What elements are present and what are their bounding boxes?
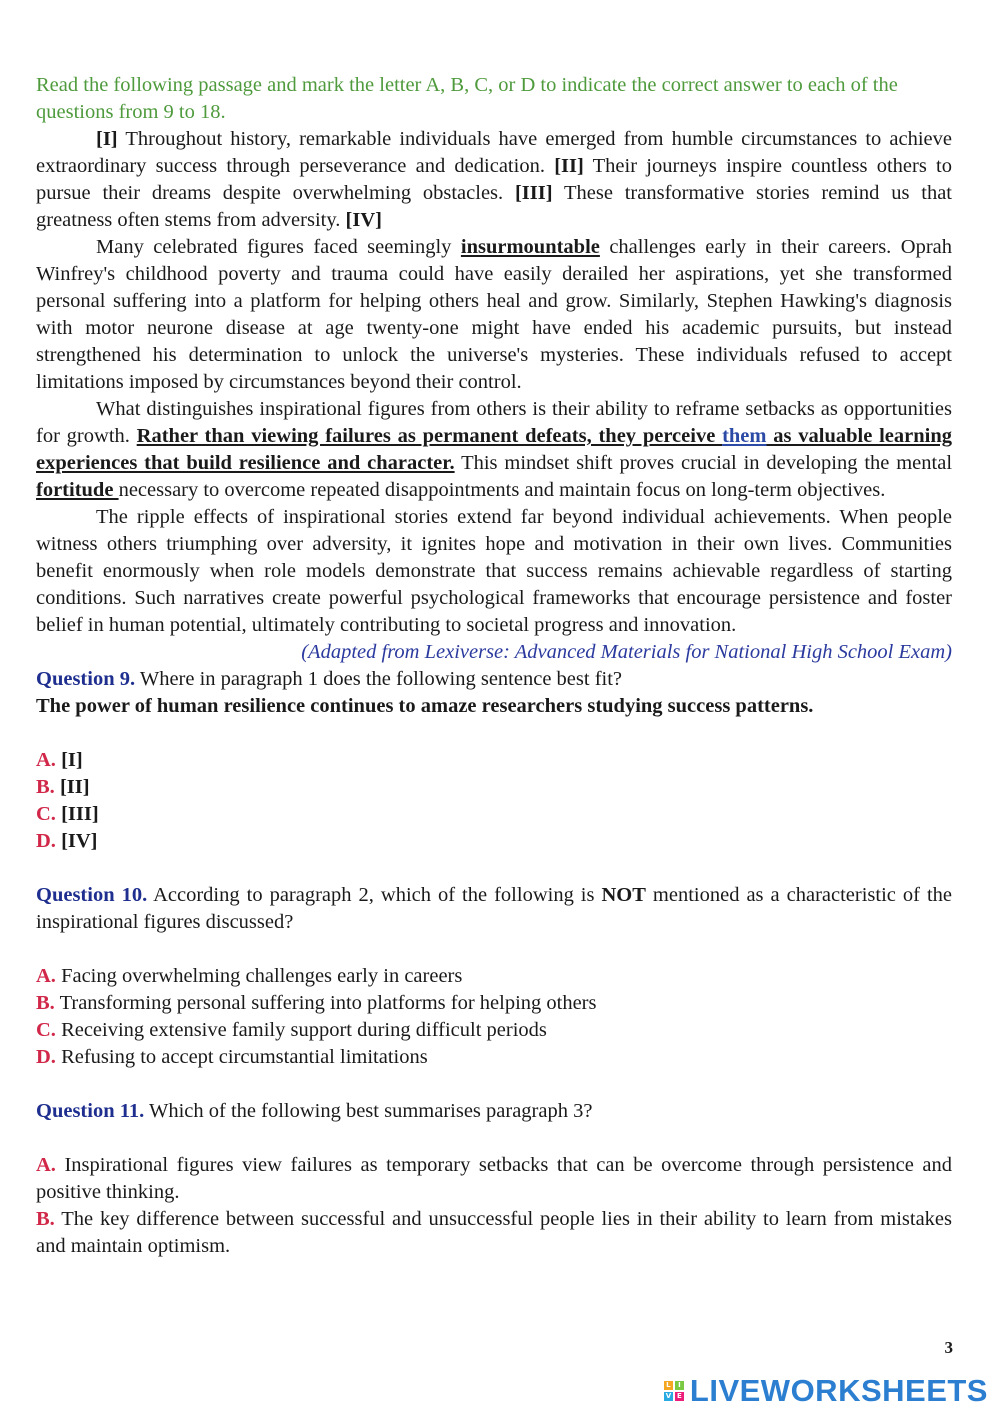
q11-option-a[interactable]: A. Inspirational figures view failures as temporary setbacks that can be overcome through persistence and positive thinking. <box>36 1154 952 1203</box>
question-10: Question 10. According to paragraph 2, which of the following is NOT mentioned as a characteristic of the inspirational figures discussed? <box>36 884 952 933</box>
keyword-insurmountable: insurmountable <box>460 236 600 258</box>
marker-2: [II] <box>554 155 584 177</box>
marker-1: [I] <box>96 128 118 150</box>
p3-text-1: What distinguishes inspirational figures from others is their ability to reframe setbacks as opportunities for growth. <box>36 398 952 447</box>
page-number: 3 <box>944 1338 953 1357</box>
question-11: Question 11. Which of the following best summarises paragraph 3? <box>36 1100 593 1122</box>
p1-text-1: Throughout history, remarkable individuals have emerged from humble circumstances to achieve extraordinary success through perseverance and dedication. <box>36 128 952 177</box>
source-citation: (Adapted from Lexiverse: Advanced Materials for National High School Exam) <box>301 641 952 663</box>
reference-word-them: them <box>722 425 767 447</box>
brand-name: LIVEWORKSHEETS <box>689 1373 988 1408</box>
q10-option-a[interactable]: A. Facing overwhelming challenges early in careers <box>36 965 463 987</box>
p2-text-1: Many celebrated figures faced seemingly <box>96 236 461 258</box>
liveworksheets-brand[interactable] <box>664 1374 988 1408</box>
worksheet-page <box>36 72 952 1260</box>
marker-4: [IV] <box>345 209 382 231</box>
paragraph-4: The ripple effects of inspirational stories extend far beyond individual achievements. When people witness others triumphing over adversity, it ignites hope and motivation in their own lives. Communities benefit enormously when role models demonstrate that success remains achievable regardless of starting conditions. Such narratives create powerful psychological frameworks that encourage persistence and foster belief in human potential, ultimately contributing to societal progress and innovation. <box>36 506 952 636</box>
underlined-sentence-part-1: Rather than viewing failures as permanent defeats, they perceive <box>136 425 723 447</box>
q11-option-b[interactable]: B. The key difference between successful and unsuccessful people lies in their ability to learn from mistakes and maintain optimism. <box>36 1208 952 1257</box>
marker-3: [III] <box>514 182 553 204</box>
instruction: Read the following passage and mark the letter A, B, C, or D to indicate the correct answer to each of the questions from 9 to 18. <box>36 74 898 123</box>
liveworksheets-logo-icon: L I V E <box>664 1381 684 1401</box>
q9-option-c[interactable]: C. [III] <box>36 803 99 825</box>
q10-option-c[interactable]: C. Receiving extensive family support during difficult periods <box>36 1019 547 1041</box>
question-9-text: Where in paragraph 1 does the following sentence best fit? <box>135 668 623 690</box>
p1-text-3: These transformative stories remind us that greatness often stems from adversity. <box>36 182 952 231</box>
p3-text-3: necessary to overcome repeated disappointments and maintain focus on long-term objectives. <box>118 479 886 501</box>
question-9-label: Question 9. <box>36 668 136 690</box>
q10-option-d[interactable]: D. Refusing to accept circumstantial limitations <box>36 1046 428 1068</box>
p1-text-2: Their journeys inspire countless others to pursue their dreams despite overwhelming obstacles. <box>36 155 952 204</box>
q9-option-b[interactable]: B. [II] <box>36 776 90 798</box>
q10-option-b[interactable]: B. Transforming personal suffering into platforms for helping others <box>36 992 597 1014</box>
keyword-fortitude: fortitude <box>36 479 119 501</box>
p2-text-2: challenges early in their careers. Oprah Winfrey's childhood poverty and trauma could have easily derailed her aspirations, yet she transformed personal suffering into a platform for helping others heal and grow. Similarly, Stephen Hawking's diagnosis with motor neurone disease at age twenty-one might have ended his academic pursuits, but instead strengthened his determination to unlock the universe's mysteries. These individuals refused to accept limitations imposed by circumstances beyond their control. <box>36 236 952 393</box>
question-10-label: Question 10. <box>36 884 148 906</box>
q9-option-d[interactable]: D. [IV] <box>36 830 98 852</box>
q9-option-a[interactable]: A. [I] <box>36 749 83 771</box>
emphasis-not: NOT <box>601 884 646 906</box>
paragraph-1 <box>36 126 952 234</box>
question-11-label: Question 11. <box>36 1100 145 1122</box>
paragraph-3 <box>36 396 952 504</box>
question-9 <box>36 666 952 693</box>
underlined-sentence-part-2: as valuable learning experiences that build resilience and character. <box>36 425 952 474</box>
p3-text-2: This mindset shift proves crucial in developing the mental <box>454 452 953 474</box>
paragraph-2 <box>36 234 952 396</box>
question-9-stem: The power of human resilience continues to amaze researchers studying success patterns. <box>36 695 814 717</box>
